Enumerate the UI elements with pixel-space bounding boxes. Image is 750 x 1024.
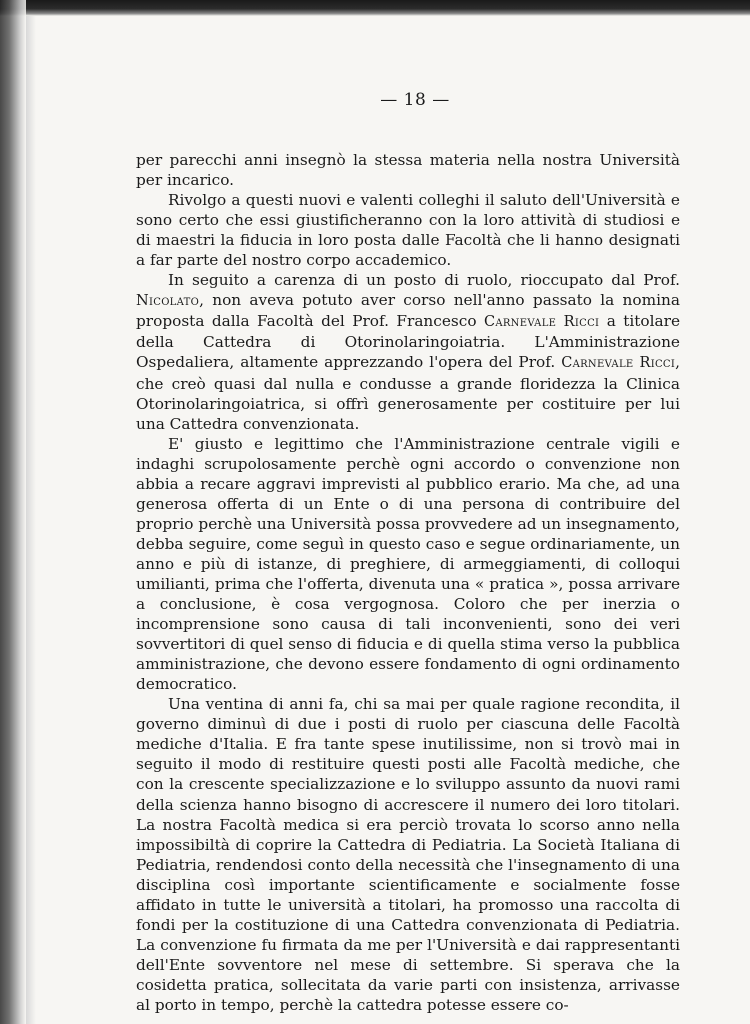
person-name: Nicolato (136, 293, 200, 310)
text-run: a titolare della Cattedra di Otorinolaringoiatria. L'Amministrazione Ospedaliera, altamente apprezzando l'opera del Prof. (136, 312, 680, 372)
person-name: Carnevale Ricci (561, 355, 676, 372)
paragraph (136, 434, 680, 695)
paragraph (136, 694, 680, 1015)
text-run: Una ventina di anni fa, chi sa mai per quale ragione recondita, il governo diminuì di due i posti di ruolo per ciascuna delle Facoltà mediche d'Italia. E fra tante spese inutilissime, non si trovò mai in seguito il modo di restituire questi posti alle Facoltà mediche, che con la crescente specializzazione e lo sviluppo assunto da nuovi rami della scienza hanno bisogno di accrescere il numero dei loro titolari. La nostra Facoltà medica si era perciò trovata lo scorso anno nella impossibiltà di coprire la Cattedra di Pediatria. La Società Italiana di Pediatria, rendendosi conto della necessità che l'insegnamento di una disciplina così importante scientificamente e socialmente fosse affidato in tutte le università a titolari, ha promosso una raccolta di fondi per la costituzione di una Cattedra convenzionata di Pediatria. La convenzione fu firmata da me per l'Università e dai rappresentanti dell'Ente sovventore nel mese di settembre. Si sperava che la cosidetta pratica, sollecitata da varie parti con insistenza, arrivasse al porto in tempo, perchè la cattedra potesse essere co- (136, 695, 680, 1014)
body-text (136, 150, 680, 1015)
scan-shadow-top (0, 0, 750, 16)
person-name: Carnevale Ricci (483, 314, 600, 331)
scan-shadow-left (0, 0, 26, 1024)
text-run: In seguito a carenza di un posto di ruolo, rioccupato dal Prof. (168, 271, 680, 290)
paragraph (136, 270, 680, 433)
text-run: , non aveva potuto aver corso nell'anno passato la nomina proposta dalla Facoltà del Prof. Francesco (136, 291, 680, 331)
binding-edge (26, 16, 36, 1024)
text-run: per parecchi anni insegnò la stessa materia nella nostra Università per incarico. (136, 151, 680, 190)
paragraph (136, 150, 680, 190)
paragraph (136, 190, 680, 270)
text-run: E' giusto e legittimo che l'Amministrazione centrale vigili e indaghi scrupolosamente perchè ogni accordo o convenzione non abbia a recare aggravi imprevisti al pubblico erario. Ma che, ad una generosa offerta di un Ente o di una persona di contribuire del proprio perchè una Università possa provvedere ad un insegnamento, debba seguire, come seguì in questo caso e segue ordinariamente, un anno e più di istanze, di preghiere, di armeggiamenti, di colloqui umilianti, prima che l'offerta, divenuta una « pratica », possa arrivare a conclusione, è cosa vergognosa. Coloro che per inerzia o incomprensione sono causa di tali inconvenienti, sono dei veri sovvertitori di quel senso di fiducia e di quella stima verso la pubblica amministrazione, che devono essere fondamento di ogni ordinamento democratico. (136, 434, 680, 694)
text-run: Rivolgo a questi nuovi e valenti colleghi il saluto dell'Università e sono certo che essi giustificheranno con la loro attività di studiosi e di maestri la fiducia in loro posta dalle Facoltà che li hanno designati a far parte del nostro corpo accademico. (136, 191, 680, 270)
text-run: , che creò quasi dal nulla e condusse a grande floridezza la Clinica Otorinolaringoiatrica, si offrì generosamente per costituire per lui una Cattedra convenzionata. (136, 353, 680, 433)
page-number: — 18 — (380, 90, 450, 110)
